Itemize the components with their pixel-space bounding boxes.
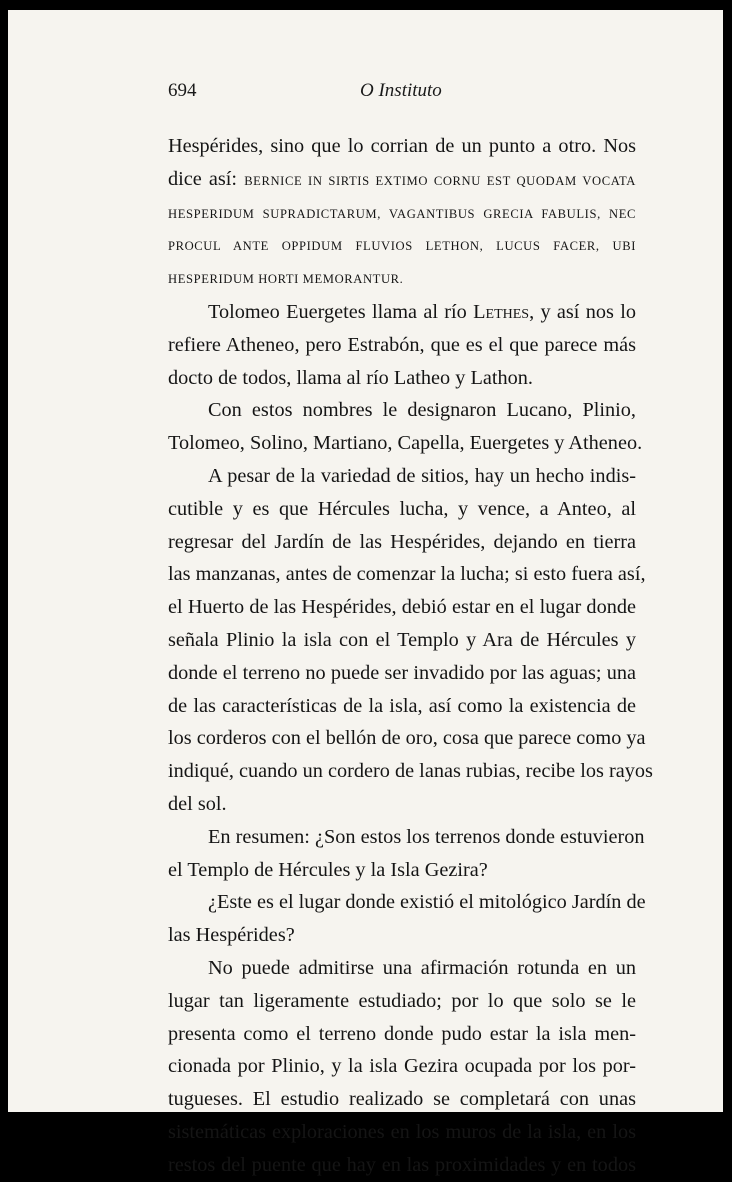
text-run: dice así: [168,167,245,190]
text-line [168,163,636,198]
text-line: indiqué, cuando un cordero de lanas rubias, recibe los rayos [168,760,653,783]
text-run: , y así nos lo [529,300,636,323]
text-line: presenta como el terreno donde pudo estar la isla men- [168,1022,636,1045]
text-line: los corderos con el bellón de oro, cosa que parece como ya [168,727,646,750]
text-line: docto de todos, llama al río Latheo y Lathon. [168,366,533,389]
text-line: las manzanas, antes de comenzar la lucha; si esto fuera así, [168,563,646,586]
text-line: A pesar de la variedad de sitios, hay un hecho indis- [208,464,636,487]
text-line: el Huerto de las Hespérides, debió estar en el lugar donde [168,596,636,619]
text-line [168,296,636,329]
text-line: señala Plinio la isla con el Templo y Ara de Hércules y [168,628,636,651]
text-line: el Templo de Hércules y la Isla Gezira? [168,858,488,881]
text-line: restos del puente que hay en las proximidades y en todos [168,1153,636,1176]
latin-quote-line: HESPERIDUM SUPRADICTARUM, VAGANTIBUS GRECIA FABULIS, NEC [168,206,636,221]
journal-title: O Instituto [360,80,442,101]
river-name: Lethes [473,300,530,323]
paragraph-2 [168,296,636,394]
text-line: del sol. [168,792,227,815]
text-line: donde el terreno no puede ser invadido por las aguas; una [168,661,636,684]
latin-quote: BERNICE IN SIRTIS EXTIMO CORNU EST QUODAM VOCATA [244,173,636,188]
latin-quote-line: PROCUL ANTE OPPIDUM FLUVIOS LETHON, LUCUS FACER, UBI [168,239,636,254]
text-line: de las características de la isla, así como la existencia de [168,694,636,717]
text-line: Con estos nombres le designaron Lucano, Plinio, [208,399,636,422]
paragraph-5 [168,821,645,887]
latin-quote-line: HESPERIDUM HORTI MEMORANTUR. [168,272,404,287]
paragraph-6 [168,886,646,952]
text-line: las Hespérides? [168,924,295,947]
paragraph-1 [168,130,636,296]
paragraph-3 [168,394,643,460]
text-run: Tolomeo Euergetes llama al río [208,300,474,323]
text-line: No puede admitirse una afirmación rotunda en un [208,956,636,979]
text-line: tugueses. El estudio realizado se completará con unas [168,1088,636,1111]
paragraph-4 [168,460,653,821]
text-line: Hespérides, sino que lo corrian de un punto a otro. Nos [168,135,636,157]
text-line: refiere Atheneo, pero Estrabón, que es el que parece más [168,333,636,356]
paragraph-7 [168,952,636,1182]
text-line: regresar del Jardín de las Hespérides, dejando en tierra [168,530,636,553]
text-line: cutible y es que Hércules lucha, y vence, a Anteo, al [168,497,636,520]
page-body [168,130,653,1182]
text-line: cionada por Plinio, y la isla Gezira ocupada por los por- [168,1055,636,1078]
book-page [7,9,724,1176]
text-line: sistemáticas exploraciones en los muros de la isla, en los [168,1120,636,1143]
text-line: ¿Este es el lugar donde existió el mitológico Jardín de [208,891,646,914]
page-number: 694 [168,80,197,101]
text-line: En resumen: ¿Son estos los terrenos donde estuvieron [208,825,645,848]
text-line: Tolomeo, Solino, Martiano, Capella, Euergetes y Atheneo. [168,432,643,455]
text-line: lugar tan ligeramente estudiado; por lo que solo se le [168,989,636,1012]
running-header [168,80,638,110]
